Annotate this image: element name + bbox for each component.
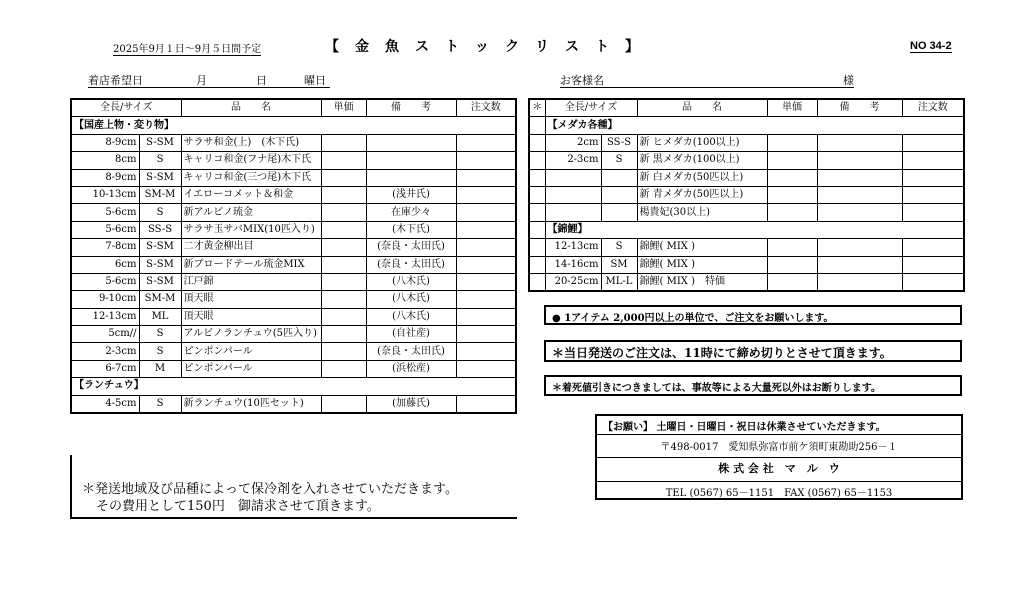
unit-price-cell[interactable] bbox=[767, 204, 817, 221]
table-row bbox=[71, 152, 516, 169]
item-name-cell: ピンポンパール bbox=[181, 360, 321, 377]
unit-price-cell[interactable] bbox=[767, 239, 817, 256]
item-name-cell: 二才黄金柳出目 bbox=[181, 239, 321, 256]
length-cell: 14-16cm bbox=[545, 256, 601, 273]
customer-suffix: 様 bbox=[843, 74, 854, 87]
order-qty-cell[interactable] bbox=[456, 360, 516, 377]
item-name-cell: 新 白メダカ(50匹以上) bbox=[637, 169, 767, 186]
table-row bbox=[529, 134, 964, 151]
header-remarks: 備 考 bbox=[817, 99, 902, 117]
item-name-cell: イエローコメット＆和金 bbox=[181, 186, 321, 203]
size-cell: S bbox=[601, 152, 637, 169]
order-qty-cell[interactable] bbox=[456, 152, 516, 169]
header-unit-price: 単価 bbox=[321, 99, 366, 117]
header-length-size: 全長/サイズ bbox=[545, 99, 637, 117]
size-cell: S-SM bbox=[139, 239, 181, 256]
section-row bbox=[529, 221, 964, 238]
order-qty-cell[interactable] bbox=[902, 273, 964, 291]
table-row bbox=[529, 204, 964, 221]
size-cell: SM-M bbox=[139, 291, 181, 308]
table-row bbox=[71, 273, 516, 290]
table-row bbox=[529, 152, 964, 169]
item-name-cell: 江戸錦 bbox=[181, 273, 321, 290]
length-cell: 8cm bbox=[71, 152, 139, 169]
length-cell: 8-9cm bbox=[71, 169, 139, 186]
unit-price-cell[interactable] bbox=[321, 239, 366, 256]
table-row bbox=[71, 291, 516, 308]
order-qty-cell[interactable] bbox=[902, 152, 964, 169]
remarks-cell bbox=[817, 152, 902, 169]
item-name-cell: サラサ和金(上) (木下氏) bbox=[181, 134, 321, 151]
unit-price-cell[interactable] bbox=[321, 395, 366, 413]
order-qty-cell[interactable] bbox=[456, 395, 516, 413]
size-cell: S bbox=[139, 343, 181, 360]
size-cell: S bbox=[139, 204, 181, 221]
length-cell: 5-6cm bbox=[71, 273, 139, 290]
table-row bbox=[529, 169, 964, 186]
length-cell bbox=[545, 204, 601, 221]
size-cell bbox=[601, 186, 637, 203]
order-qty-cell[interactable] bbox=[456, 343, 516, 360]
company-address: 〒498-0017 愛知県弥富市前ケ須町東勘助256－１ bbox=[660, 442, 898, 453]
size-cell: S-SM bbox=[139, 256, 181, 273]
order-qty-cell[interactable] bbox=[456, 308, 516, 325]
mark-cell bbox=[529, 186, 545, 203]
item-name-cell: 楊貴妃(30以上) bbox=[637, 204, 767, 221]
remarks-cell bbox=[817, 204, 902, 221]
size-cell: SS-S bbox=[139, 221, 181, 238]
size-cell: S-SM bbox=[139, 134, 181, 151]
table-row bbox=[529, 273, 964, 291]
day-label: 日 bbox=[256, 74, 267, 87]
table-row bbox=[529, 239, 964, 256]
remarks-cell: (浅井氏) bbox=[366, 186, 456, 203]
header-item-name: 品 名 bbox=[181, 99, 321, 117]
order-qty-cell[interactable] bbox=[902, 134, 964, 151]
order-qty-cell[interactable] bbox=[456, 291, 516, 308]
mark-cell bbox=[529, 169, 545, 186]
remarks-cell bbox=[817, 273, 902, 291]
order-qty-cell[interactable] bbox=[902, 186, 964, 203]
page-title: 【 金 魚 ス ト ッ ク リ ス ト 】 bbox=[325, 39, 640, 55]
header-item-name: 品 名 bbox=[637, 99, 767, 117]
size-cell: SS-S bbox=[601, 134, 637, 151]
size-cell: SM bbox=[601, 256, 637, 273]
unit-price-cell[interactable] bbox=[321, 256, 366, 273]
length-cell bbox=[545, 186, 601, 203]
company-box bbox=[595, 414, 963, 500]
mark-cell bbox=[529, 273, 545, 291]
company-contact: TEL (0567) 65－1151 FAX (0567) 65－1153 bbox=[597, 481, 961, 499]
remarks-cell: (奈良・太田氏) bbox=[366, 343, 456, 360]
unit-price-cell[interactable] bbox=[321, 152, 366, 169]
cooling-notice-box bbox=[70, 455, 517, 519]
item-name-cell: 頂天眼 bbox=[181, 308, 321, 325]
size-cell: S-SM bbox=[139, 273, 181, 290]
length-cell: 2cm bbox=[545, 134, 601, 151]
order-qty-cell[interactable] bbox=[456, 134, 516, 151]
table-row bbox=[71, 326, 516, 343]
unit-price-cell[interactable] bbox=[767, 256, 817, 273]
order-qty-cell[interactable] bbox=[456, 186, 516, 203]
item-name-cell: 頂天眼 bbox=[181, 291, 321, 308]
length-cell: 5-6cm bbox=[71, 221, 139, 238]
header-order-qty: 注文数 bbox=[902, 99, 964, 117]
table-row bbox=[71, 134, 516, 151]
length-cell: 6cm bbox=[71, 256, 139, 273]
period-text: 2025年9月１日〜9月５日間予定 bbox=[113, 40, 261, 56]
header-order-qty: 注文数 bbox=[456, 99, 516, 117]
item-name-cell: 錦鯉( MIX ) bbox=[637, 256, 767, 273]
unit-price-cell[interactable] bbox=[321, 273, 366, 290]
unit-price-cell[interactable] bbox=[321, 308, 366, 325]
right-stock-table bbox=[528, 98, 965, 292]
remarks-cell: (浜松産) bbox=[366, 360, 456, 377]
size-cell: S bbox=[601, 239, 637, 256]
order-qty-cell[interactable] bbox=[456, 273, 516, 290]
item-name-cell: ピンポンパール bbox=[181, 343, 321, 360]
arrival-date-label: 着店希望日 bbox=[88, 74, 143, 87]
unit-price-cell[interactable] bbox=[767, 186, 817, 203]
length-cell: 9-10cm bbox=[71, 291, 139, 308]
table-row bbox=[71, 360, 516, 377]
mark-cell bbox=[529, 221, 545, 238]
size-cell bbox=[601, 204, 637, 221]
mark-cell bbox=[529, 204, 545, 221]
remarks-cell: (八木氏) bbox=[366, 291, 456, 308]
size-cell: ML-L bbox=[601, 273, 637, 291]
length-cell: 20-25cm bbox=[545, 273, 601, 291]
order-qty-cell[interactable] bbox=[456, 204, 516, 221]
table-row bbox=[71, 343, 516, 360]
item-name-cell: アルビノランチュウ(5匹入り) bbox=[181, 326, 321, 343]
company-name: 株 式 会 社 マ ル ウ bbox=[597, 457, 961, 476]
order-qty-cell[interactable] bbox=[902, 204, 964, 221]
remarks-cell: (加藤氏) bbox=[366, 395, 456, 413]
length-cell: 7-8cm bbox=[71, 239, 139, 256]
holiday-notice: 【お願い】 土曜日・日曜日・祝日は休業させていただきます。 bbox=[597, 416, 961, 435]
unit-price-cell[interactable] bbox=[767, 152, 817, 169]
item-name-cell: サラサ玉サバMIX(10匹入り) bbox=[181, 221, 321, 238]
length-cell: 5-6cm bbox=[71, 204, 139, 221]
mark-cell bbox=[529, 152, 545, 169]
doc-number: NO 34-2 bbox=[910, 40, 952, 52]
size-cell: S-SM bbox=[139, 169, 181, 186]
left-stock-table bbox=[70, 98, 517, 414]
item-name-cell: 新 黒メダカ(100以上) bbox=[637, 152, 767, 169]
unit-price-cell[interactable] bbox=[767, 134, 817, 151]
table-row bbox=[71, 186, 516, 203]
remarks-cell: 在庫少々 bbox=[366, 204, 456, 221]
length-cell: 10-13cm bbox=[71, 186, 139, 203]
unit-price-cell[interactable] bbox=[767, 169, 817, 186]
item-name-cell: キャリコ和金(三つ尾)木下氏 bbox=[181, 169, 321, 186]
section-row bbox=[71, 117, 516, 134]
table-row bbox=[71, 169, 516, 186]
mark-cell bbox=[529, 117, 545, 134]
month-label: 月 bbox=[196, 74, 207, 87]
length-cell bbox=[545, 169, 601, 186]
table-row bbox=[71, 256, 516, 273]
order-qty-cell[interactable] bbox=[456, 326, 516, 343]
mark-cell bbox=[529, 256, 545, 273]
length-cell: 12-13cm bbox=[71, 308, 139, 325]
remarks-cell: (木下氏) bbox=[366, 221, 456, 238]
death-notice: ＊着死値引きにつきましては、事故等による大量死以外はお断りします。 bbox=[544, 375, 962, 396]
section-title: 【ランチュウ】 bbox=[71, 378, 516, 395]
unit-price-cell[interactable] bbox=[321, 204, 366, 221]
remarks-cell bbox=[366, 169, 456, 186]
header-remarks: 備 考 bbox=[366, 99, 456, 117]
length-cell: 5cm// bbox=[71, 326, 139, 343]
length-cell: 2-3cm bbox=[71, 343, 139, 360]
length-cell: 2-3cm bbox=[545, 152, 601, 169]
mark-cell bbox=[529, 239, 545, 256]
header-length-size: 全長/サイズ bbox=[71, 99, 181, 117]
remarks-cell: (奈良・太田氏) bbox=[366, 256, 456, 273]
remarks-cell: (八木氏) bbox=[366, 273, 456, 290]
customer-name-label: お客様名 bbox=[560, 74, 604, 87]
unit-price-cell[interactable] bbox=[321, 134, 366, 151]
remarks-cell bbox=[817, 256, 902, 273]
item-name-cell: 新ランチュウ(10匹セット) bbox=[181, 395, 321, 413]
order-qty-cell[interactable] bbox=[456, 239, 516, 256]
right-header-row bbox=[529, 99, 964, 117]
item-name-cell: キャリコ和金(フナ尾)木下氏 bbox=[181, 152, 321, 169]
size-cell bbox=[601, 169, 637, 186]
item-name-cell: 新 ヒメダカ(100以上) bbox=[637, 134, 767, 151]
table-row bbox=[529, 256, 964, 273]
item-name-cell: 錦鯉( MIX ) bbox=[637, 239, 767, 256]
remarks-cell bbox=[817, 186, 902, 203]
unit-price-cell[interactable] bbox=[321, 326, 366, 343]
remarks-cell bbox=[817, 134, 902, 151]
cooling-line-1: ＊発送地域及び品種によって保冷剤を入れさせていただきます。 bbox=[82, 482, 458, 497]
section-row bbox=[529, 117, 964, 134]
remarks-cell bbox=[366, 152, 456, 169]
table-row bbox=[71, 221, 516, 238]
size-cell: SM-M bbox=[139, 186, 181, 203]
length-cell: 8-9cm bbox=[71, 134, 139, 151]
size-cell: S bbox=[139, 326, 181, 343]
remarks-cell bbox=[817, 169, 902, 186]
same-day-notice: ＊当日発送のご注文は、11時にて締め切りとさせて頂きます。 bbox=[544, 340, 962, 362]
item-name-cell: 新 青メダカ(50匹以上) bbox=[637, 186, 767, 203]
left-header-row bbox=[71, 99, 516, 117]
remarks-cell bbox=[817, 239, 902, 256]
size-cell: M bbox=[139, 360, 181, 377]
remarks-cell: (自社産) bbox=[366, 326, 456, 343]
header-mark: ＊ bbox=[529, 99, 545, 117]
unit-price-cell[interactable] bbox=[321, 291, 366, 308]
item-name-cell: 新ブロードテール琉金MIX bbox=[181, 256, 321, 273]
arrival-date-line[interactable] bbox=[88, 72, 330, 88]
order-qty-cell[interactable] bbox=[902, 256, 964, 273]
order-qty-cell[interactable] bbox=[456, 169, 516, 186]
section-title: 【錦鯉】 bbox=[545, 221, 964, 238]
min-order-notice: ● 1アイテム 2,000円以上の単位で、ご注文をお願いします。 bbox=[544, 305, 962, 325]
unit-price-cell[interactable] bbox=[321, 360, 366, 377]
order-qty-cell[interactable] bbox=[456, 221, 516, 238]
remarks-cell: (奈良・太田氏) bbox=[366, 239, 456, 256]
unit-price-cell[interactable] bbox=[767, 273, 817, 291]
size-cell: ML bbox=[139, 308, 181, 325]
table-row bbox=[71, 395, 516, 413]
table-row bbox=[529, 186, 964, 203]
length-cell: 6-7cm bbox=[71, 360, 139, 377]
order-qty-cell[interactable] bbox=[456, 256, 516, 273]
table-row bbox=[71, 204, 516, 221]
table-row bbox=[71, 308, 516, 325]
header-unit-price: 単価 bbox=[767, 99, 817, 117]
cooling-line-2: その費用として150円 御請求させて頂きます。 bbox=[96, 499, 380, 514]
unit-price-cell[interactable] bbox=[321, 343, 366, 360]
remarks-cell: (八木氏) bbox=[366, 308, 456, 325]
table-row bbox=[71, 239, 516, 256]
section-row bbox=[71, 378, 516, 395]
section-title: 【国産上物・変り物】 bbox=[71, 117, 516, 134]
order-qty-cell[interactable] bbox=[902, 239, 964, 256]
unit-price-cell[interactable] bbox=[321, 221, 366, 238]
unit-price-cell[interactable] bbox=[321, 186, 366, 203]
length-cell: 4-5cm bbox=[71, 395, 139, 413]
unit-price-cell[interactable] bbox=[321, 169, 366, 186]
item-name-cell: 錦鯉( MIX ) 特価 bbox=[637, 273, 767, 291]
item-name-cell: 新アルビノ琉金 bbox=[181, 204, 321, 221]
size-cell: S bbox=[139, 395, 181, 413]
remarks-cell bbox=[366, 134, 456, 151]
length-cell: 12-13cm bbox=[545, 239, 601, 256]
section-title: 【メダカ各種】 bbox=[545, 117, 964, 134]
customer-name-line[interactable] bbox=[560, 72, 854, 88]
size-cell: S bbox=[139, 152, 181, 169]
mark-cell bbox=[529, 134, 545, 151]
weekday-label: 曜日 bbox=[304, 74, 326, 87]
order-qty-cell[interactable] bbox=[902, 169, 964, 186]
